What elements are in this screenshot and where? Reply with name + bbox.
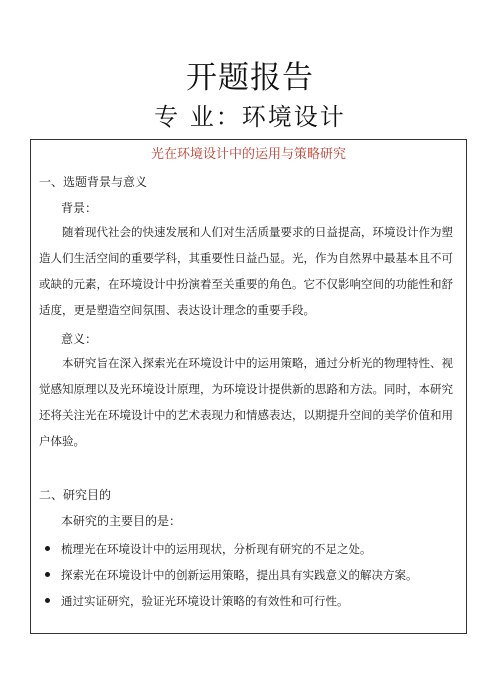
background-label: 背景：	[61, 201, 98, 215]
list-item-text: 探索光在环境设计中的创新运用策略，提出具有实践意义的解决方案。	[61, 568, 418, 582]
bullet-icon	[45, 546, 50, 551]
list-item	[41, 562, 461, 588]
section-heading-background: 一、选题背景与意义	[39, 175, 148, 189]
topic-title: 光在环境设计中的运用与策略研究	[150, 147, 346, 162]
list-item-text: 通过实证研究，验证光环境设计策略的有效性和可行性。	[61, 594, 349, 608]
document-title: 开题报告	[186, 60, 314, 96]
section-heading-purpose: 二、研究目的	[39, 488, 112, 502]
significance-paragraph: 本研究旨在深入探索光在环境设计中的运用策略，通过分析光的物理特性、视觉感知原理以及光环境设计原理，为环境设计提供新的思路和方法。同时，本研究还将关注光在环境设计中的艺术表现力和情感表达，以期提升空间的美学价值和用户体验。	[39, 356, 453, 448]
purpose-intro: 本研究的主要目的是：	[61, 514, 182, 528]
significance-label: 意义：	[61, 332, 98, 346]
major-line: 专 业：环境设计	[154, 103, 346, 131]
purpose-list	[41, 536, 461, 614]
bullet-icon	[45, 598, 50, 603]
list-item-text: 梳理光在环境设计中的运用现状，分析现有研究的不足之处。	[61, 542, 372, 556]
background-paragraph: 随着现代社会的快速发展和人们对生活质量要求的日益提高，环境设计作为塑造人们生活空间的重要学科，其重要性日益凸显。光，作为自然界中最基本且不可或缺的元素，在环境设计中扮演着至关重要的角色。它不仅影响空间的功能性和舒适度，更是塑造空间氛围、表达设计理念的重要手段。	[39, 225, 453, 317]
bullet-icon	[45, 572, 50, 577]
list-item	[41, 588, 461, 614]
list-item	[41, 536, 461, 562]
report-content-box	[30, 139, 467, 634]
